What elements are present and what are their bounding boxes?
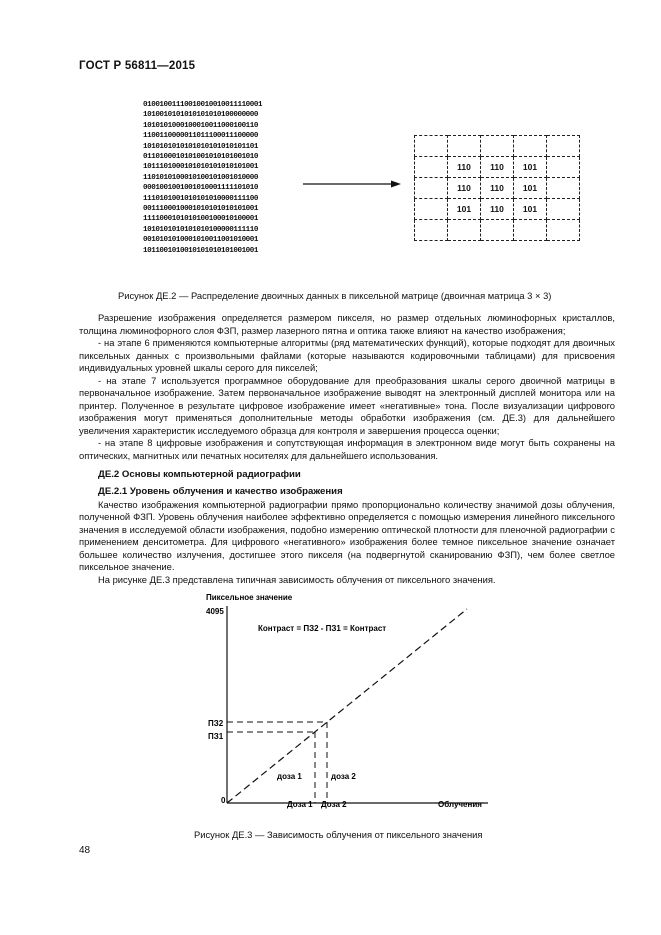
document-header: ГОСТ Р 56811—2015 (79, 60, 196, 72)
matrix-row (415, 199, 580, 220)
binary-line: 1010010101010101010100000000 (143, 111, 258, 120)
binary-line: 1111000101010100100010100001 (143, 215, 258, 224)
origin-label: 0 (221, 796, 226, 805)
pixel-matrix (414, 135, 580, 241)
y-axis-max-label: 4095 (206, 607, 224, 616)
matrix-cell: 101 (448, 199, 481, 220)
contrast-annotation: Контраст = ПЗ2 - ПЗ1 = Контраст (258, 624, 387, 633)
matrix-cell (547, 157, 580, 178)
matrix-cell (547, 199, 580, 220)
paragraph: На рисунке ДЕ.3 представлена типичная зависимость облучения от пиксельного значения. (98, 573, 496, 585)
binary-line: 01001001110010010010011110001 (143, 101, 263, 109)
matrix-row (415, 136, 580, 157)
matrix-cell: 110 (448, 157, 481, 178)
page-number: 48 (79, 845, 91, 856)
binary-line: 1011101000101010101010101001 (143, 163, 258, 172)
paragraph: - на этапе 6 применяются компьютерные алгоритмы (ряд математических функций), которые подходят для двоичных пиксельных данных с произвольными файлами (которые называются кодировочными таблицами) для присвоения индивидуальных уровней шкалы серого для пикселей; (79, 337, 615, 374)
matrix-cell (415, 136, 448, 157)
binary-line: 1011001010010101010101001001 (143, 246, 258, 255)
dose2-label: доза 2 (331, 772, 356, 781)
body-text (79, 312, 615, 586)
arrow-icon (303, 179, 401, 189)
binary-data-block (143, 100, 293, 256)
matrix-cell (514, 136, 547, 157)
matrix-cell: 110 (481, 157, 514, 178)
matrix-cell: 101 (514, 199, 547, 220)
dose1-label: доза 1 (277, 772, 302, 781)
matrix-cell (481, 136, 514, 157)
figure-caption-de2: Рисунок ДЕ.2 — Распределение двоичных данных в пиксельной матрице (двоичная матрица 3 × 3) (118, 290, 552, 301)
y-mark-pz1: ПЗ1 (208, 732, 224, 741)
matrix-cell (481, 220, 514, 241)
matrix-cell: 101 (514, 178, 547, 199)
binary-line: 0110100010101001010101001010 (143, 153, 258, 162)
matrix-cell: 101 (514, 157, 547, 178)
x-mark-dose1: Доза 1 (287, 800, 313, 809)
matrix-cell (415, 199, 448, 220)
matrix-cell: 110 (481, 199, 514, 220)
paragraph: Разрешение изображения определяется размером пикселя, но размер отдельных люминофорных кристаллов, толщина люминофорного слоя ФЗП, размер лазерного пятна и оптика также влияют на качество изображения; (79, 312, 615, 336)
binary-line: 1110101001010101010000111100 (143, 194, 258, 203)
matrix-cell (448, 220, 481, 241)
subsection-heading: ДЕ.2.1 Уровень облучения и качество изображения (98, 486, 343, 498)
figure-caption-de3: Рисунок ДЕ.3 — Зависимость облучения от пиксельного значения (194, 829, 483, 840)
x-mark-dose2: Доза 2 (321, 800, 347, 809)
binary-line: 1010101010101010100000111110 (143, 225, 258, 234)
matrix-cell (547, 220, 580, 241)
y-axis-title: Пиксельное значение (206, 593, 293, 602)
x-axis-title: Облучения (438, 800, 482, 809)
exposure-chart (205, 588, 505, 818)
matrix-cell (415, 157, 448, 178)
binary-line: 1100110000011011100011100000 (143, 132, 258, 141)
y-mark-pz2: ПЗ2 (208, 719, 224, 728)
matrix-cell (547, 136, 580, 157)
matrix-cell: 110 (448, 178, 481, 199)
matrix-row (415, 157, 580, 178)
binary-line: 0001001001001010001111101010 (143, 184, 258, 193)
matrix-cell (547, 178, 580, 199)
binary-line: 0010101010001010011001010001 (143, 236, 258, 245)
matrix-cell (514, 220, 547, 241)
matrix-cell (415, 220, 448, 241)
paragraph: - на этапе 8 цифровые изображения и сопутствующая информация в электронном виде могут быть сохранены на оптических, магнитных или печатных носителях для дальнейшего использования. (79, 437, 615, 462)
binary-line: 1010101000100010011000100110 (143, 121, 258, 130)
section-heading: ДЕ.2 Основы компьютерной радиографии (98, 468, 301, 480)
paragraph: - на этапе 7 используется программное оборудование для преобразования шкалы серого двоичной матрицы в первоначальное изображение. Затем первоначальное изображение выводят на электронный дисплей монитора или на принтер. Полученное в результате цифровое изображение имеет «негативные» тона. После визуализации цифрового изображения могут применяться дополнительные методы обработки изображения (см. ДЕ.3) для дальнейшего увеличения характеристик исследуемого образца для контроля и завершения процесса оценки; (79, 374, 615, 436)
binary-line: 1010101010101010101010101101 (143, 142, 258, 151)
binary-line: 0011100010001010101010101001 (143, 205, 258, 214)
matrix-row (415, 220, 580, 241)
matrix-cell: 110 (481, 178, 514, 199)
paragraph: Качество изображения компьютерной радиографии прямо пропорционально количеству значимой дозы облучения, полученной ФЗП. Уровень облучения наиболее эффективно определяется с помощью измерения линейного пиксельного значения в исследуемой области изображения, подобно измерению оптической плотности для пленочной радиографии с применением денситометра. Для цифрового «негативного» изображения более темное пиксельное значение означает большее количество излучения, достигшее этого пикселя (на подвергнутой сканированию ФЗП), чем более светлое пиксельное значение. (79, 498, 615, 573)
matrix-row (415, 178, 580, 199)
matrix-cell (415, 178, 448, 199)
binary-line: 1101010100010100101001010000 (143, 173, 258, 182)
matrix-cell (448, 136, 481, 157)
